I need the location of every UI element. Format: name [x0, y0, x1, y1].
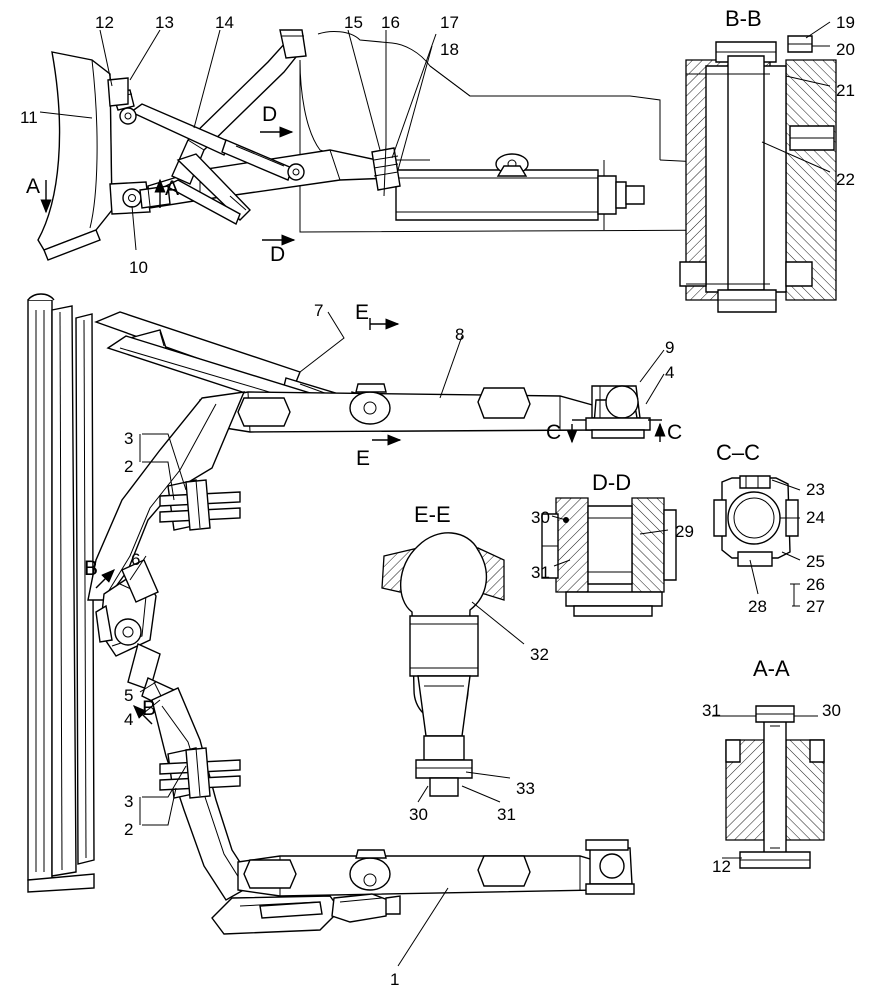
callout-10: 10: [129, 258, 148, 277]
section-marker-d-bottom: D: [270, 243, 286, 266]
callout-31-aa: 31: [702, 701, 721, 720]
section-marker-b-lower: B: [142, 697, 157, 720]
callout-2-lower: 2: [124, 820, 134, 839]
callout-6: 6: [131, 550, 141, 569]
callout-20: 20: [836, 40, 855, 59]
callout-12-aa: 12: [712, 857, 731, 876]
callout-9: 9: [665, 338, 675, 357]
callout-22: 22: [836, 170, 855, 189]
callout-30-aa: 30: [822, 701, 841, 720]
view-section-ee: [382, 533, 524, 802]
view-section-cc: [714, 476, 800, 606]
callout-8: 8: [455, 325, 465, 344]
callout-31-dd: 31: [531, 563, 550, 582]
view-section-dd: [542, 498, 676, 616]
callout-21: 21: [836, 81, 855, 100]
section-marker-b-upper: B: [84, 557, 99, 580]
callout-18: 18: [440, 40, 459, 59]
callout-25: 25: [806, 552, 825, 571]
callout-3-upper: 3: [124, 429, 134, 448]
callout-4-upper: 4: [665, 363, 675, 382]
section-title-dd: D-D: [592, 470, 632, 495]
callout-24: 24: [806, 508, 825, 527]
section-marker-e-top: E: [355, 301, 370, 324]
callout-17: 17: [440, 13, 459, 32]
section-title-cc: C–C: [716, 440, 761, 465]
view-section-aa: [712, 706, 824, 868]
callout-13: 13: [155, 13, 174, 32]
callout-26: 26: [806, 575, 825, 594]
section-title-bb: B-B: [725, 6, 762, 31]
callout-28: 28: [748, 597, 767, 616]
callout-32: 32: [530, 645, 549, 664]
callout-15: 15: [344, 13, 363, 32]
view-dozer-side: [38, 30, 740, 260]
callout-29: 29: [675, 522, 694, 541]
section-marker-c-left: C: [546, 421, 562, 444]
callout-30-dd: 30: [531, 508, 550, 527]
section-marker-e-bottom: E: [356, 447, 371, 470]
callout-7: 7: [314, 301, 324, 320]
section-marker-c-right: C: [667, 421, 683, 444]
callout-4-lower: 4: [124, 710, 134, 729]
callout-12: 12: [95, 13, 114, 32]
callout-3-lower: 3: [124, 792, 134, 811]
callout-14: 14: [215, 13, 234, 32]
section-title-aa: A-A: [753, 656, 790, 681]
callout-5: 5: [124, 686, 134, 705]
callout-23: 23: [806, 480, 825, 499]
callout-27: 27: [806, 597, 825, 616]
view-section-bb: [680, 22, 836, 312]
section-title-ee: E-E: [414, 502, 451, 527]
callout-30-ee: 30: [409, 805, 428, 824]
view-excavator-front: [28, 294, 664, 966]
callout-2-upper: 2: [124, 457, 134, 476]
callout-31-ee: 31: [497, 805, 516, 824]
callout-16: 16: [381, 13, 400, 32]
callout-1: 1: [390, 970, 400, 989]
section-marker-a-left: A: [26, 175, 41, 198]
section-marker-d-top: D: [262, 103, 278, 126]
callout-19: 19: [836, 13, 855, 32]
callout-33: 33: [516, 779, 535, 798]
section-marker-a-right: A: [165, 177, 180, 200]
callout-11: 11: [20, 108, 38, 127]
